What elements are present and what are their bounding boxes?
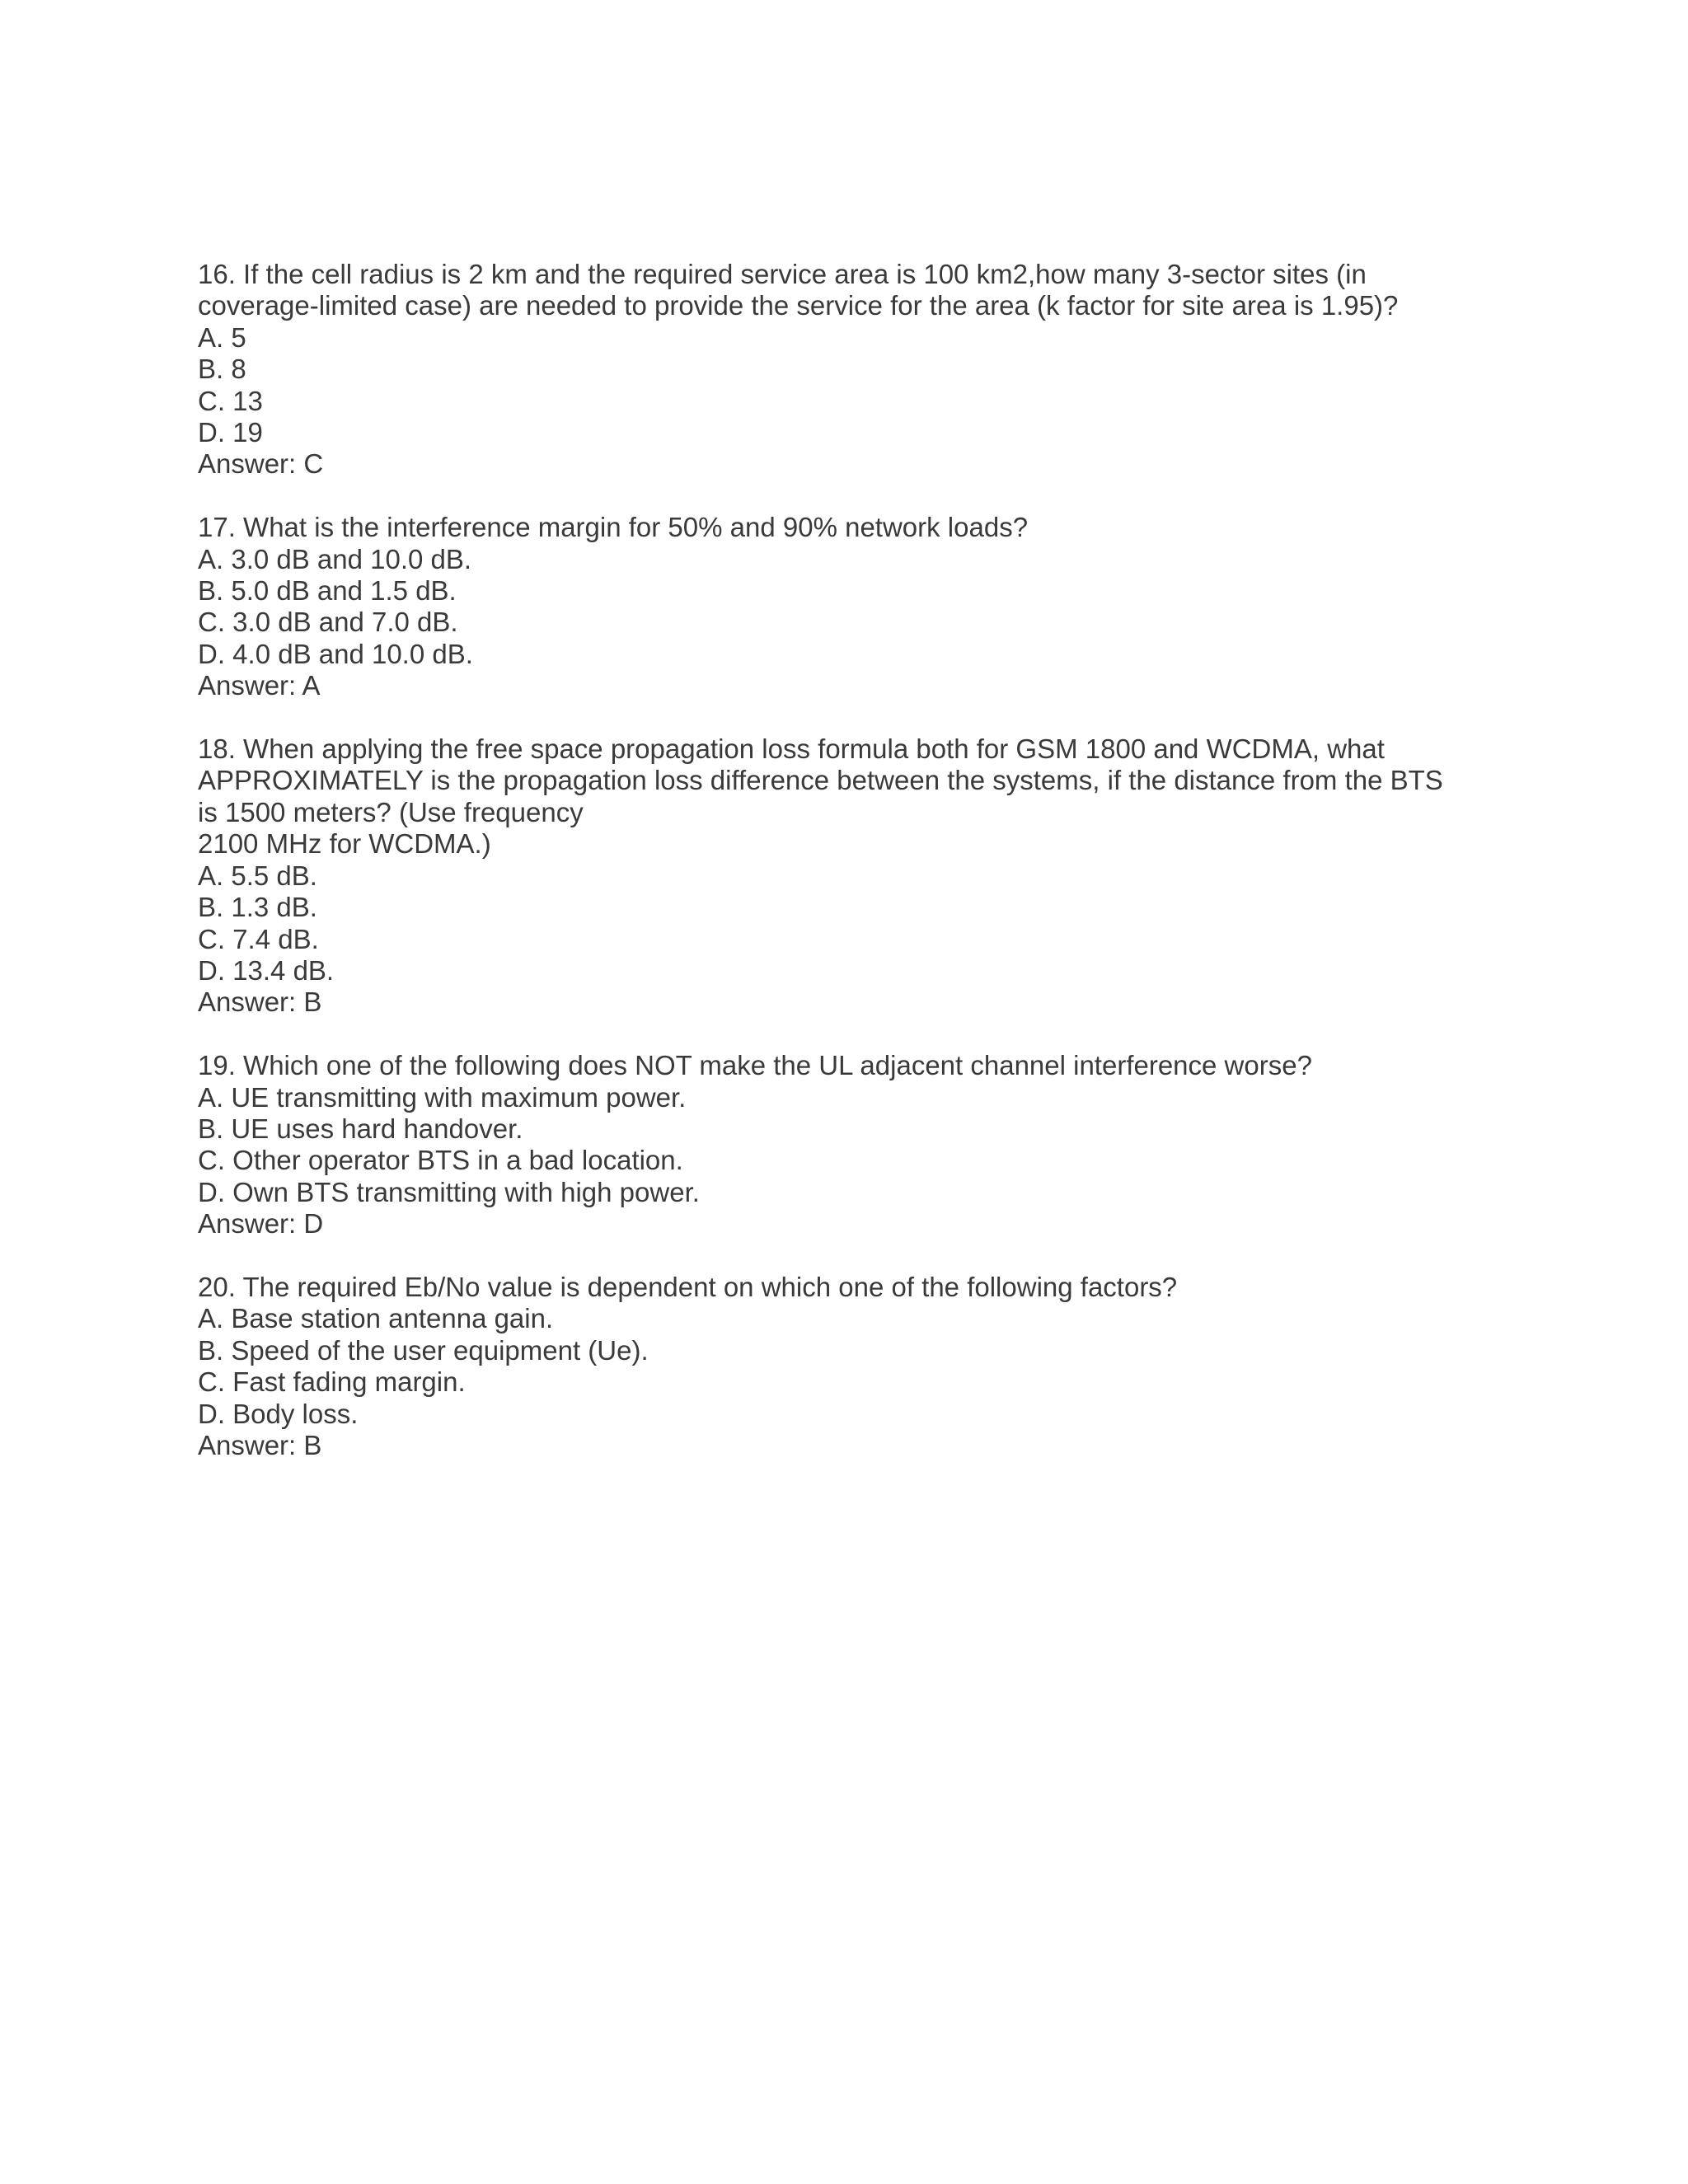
question-text: 20. The required Eb/No value is dependent on which one of the following factors? (198, 1271, 1178, 1302)
option-d: D. Body loss. (198, 1398, 359, 1429)
option-b: B. Speed of the user equipment (Ue). (198, 1334, 649, 1366)
answer-line: Answer: B (198, 1429, 322, 1460)
question-text: is 1500 meters? (Use frequency (198, 796, 584, 827)
question-18 (198, 733, 1500, 1019)
option-c: C. 3.0 dB and 7.0 dB. (198, 607, 458, 638)
document-page (198, 259, 1500, 1493)
question-text: 17. What is the interference margin for 50% and 90% network loads? (198, 512, 1029, 543)
option-a: A. 3.0 dB and 10.0 dB. (198, 543, 472, 574)
option-a: A. 5 (198, 321, 246, 353)
answer-line: Answer: C (198, 448, 324, 480)
answer-line: Answer: A (198, 670, 321, 701)
option-c: C. 7.4 dB. (198, 923, 319, 954)
option-d: D. 13.4 dB. (198, 954, 335, 986)
option-c: C. Other operator BTS in a bad location. (198, 1145, 683, 1176)
option-a: A. UE transmitting with maximum power. (198, 1081, 687, 1113)
option-b: B. 5.0 dB and 1.5 dB. (198, 575, 457, 607)
option-c: C. Fast fading margin. (198, 1366, 466, 1398)
question-text: 16. If the cell radius is 2 km and the required service area is 100 km2,how many 3-sector sites (in (198, 259, 1367, 289)
question-text: 2100 MHz for WCDMA.) (198, 828, 491, 860)
question-text: 19. Which one of the following does NOT make the UL adjacent channel interference worse? (198, 1050, 1312, 1081)
answer-line: Answer: B (198, 987, 322, 1018)
question-16 (198, 259, 1500, 480)
option-d: D. Own BTS transmitting with high power. (198, 1176, 700, 1207)
option-a: A. Base station antenna gain. (198, 1303, 554, 1334)
option-c: C. 13 (198, 385, 263, 416)
question-text: 18. When applying the free space propagation loss formula both for GSM 1800 and WCDMA, what (198, 733, 1385, 765)
question-20 (198, 1272, 1500, 1461)
option-d: D. 4.0 dB and 10.0 dB. (198, 638, 473, 669)
option-b: B. 8 (198, 354, 246, 385)
question-text: coverage-limited case) are needed to provide the service for the area (k factor for site area is 1.95)? (198, 290, 1399, 321)
question-text: APPROXIMATELY is the propagation loss difference between the systems, if the distance from the BTS (198, 765, 1443, 796)
question-17 (198, 512, 1500, 701)
question-19 (198, 1050, 1500, 1240)
option-d: D. 19 (198, 417, 263, 448)
option-b: B. 1.3 dB. (198, 892, 317, 923)
option-b: B. UE uses hard handover. (198, 1113, 523, 1144)
answer-line: Answer: D (198, 1208, 324, 1240)
option-a: A. 5.5 dB. (198, 860, 317, 891)
